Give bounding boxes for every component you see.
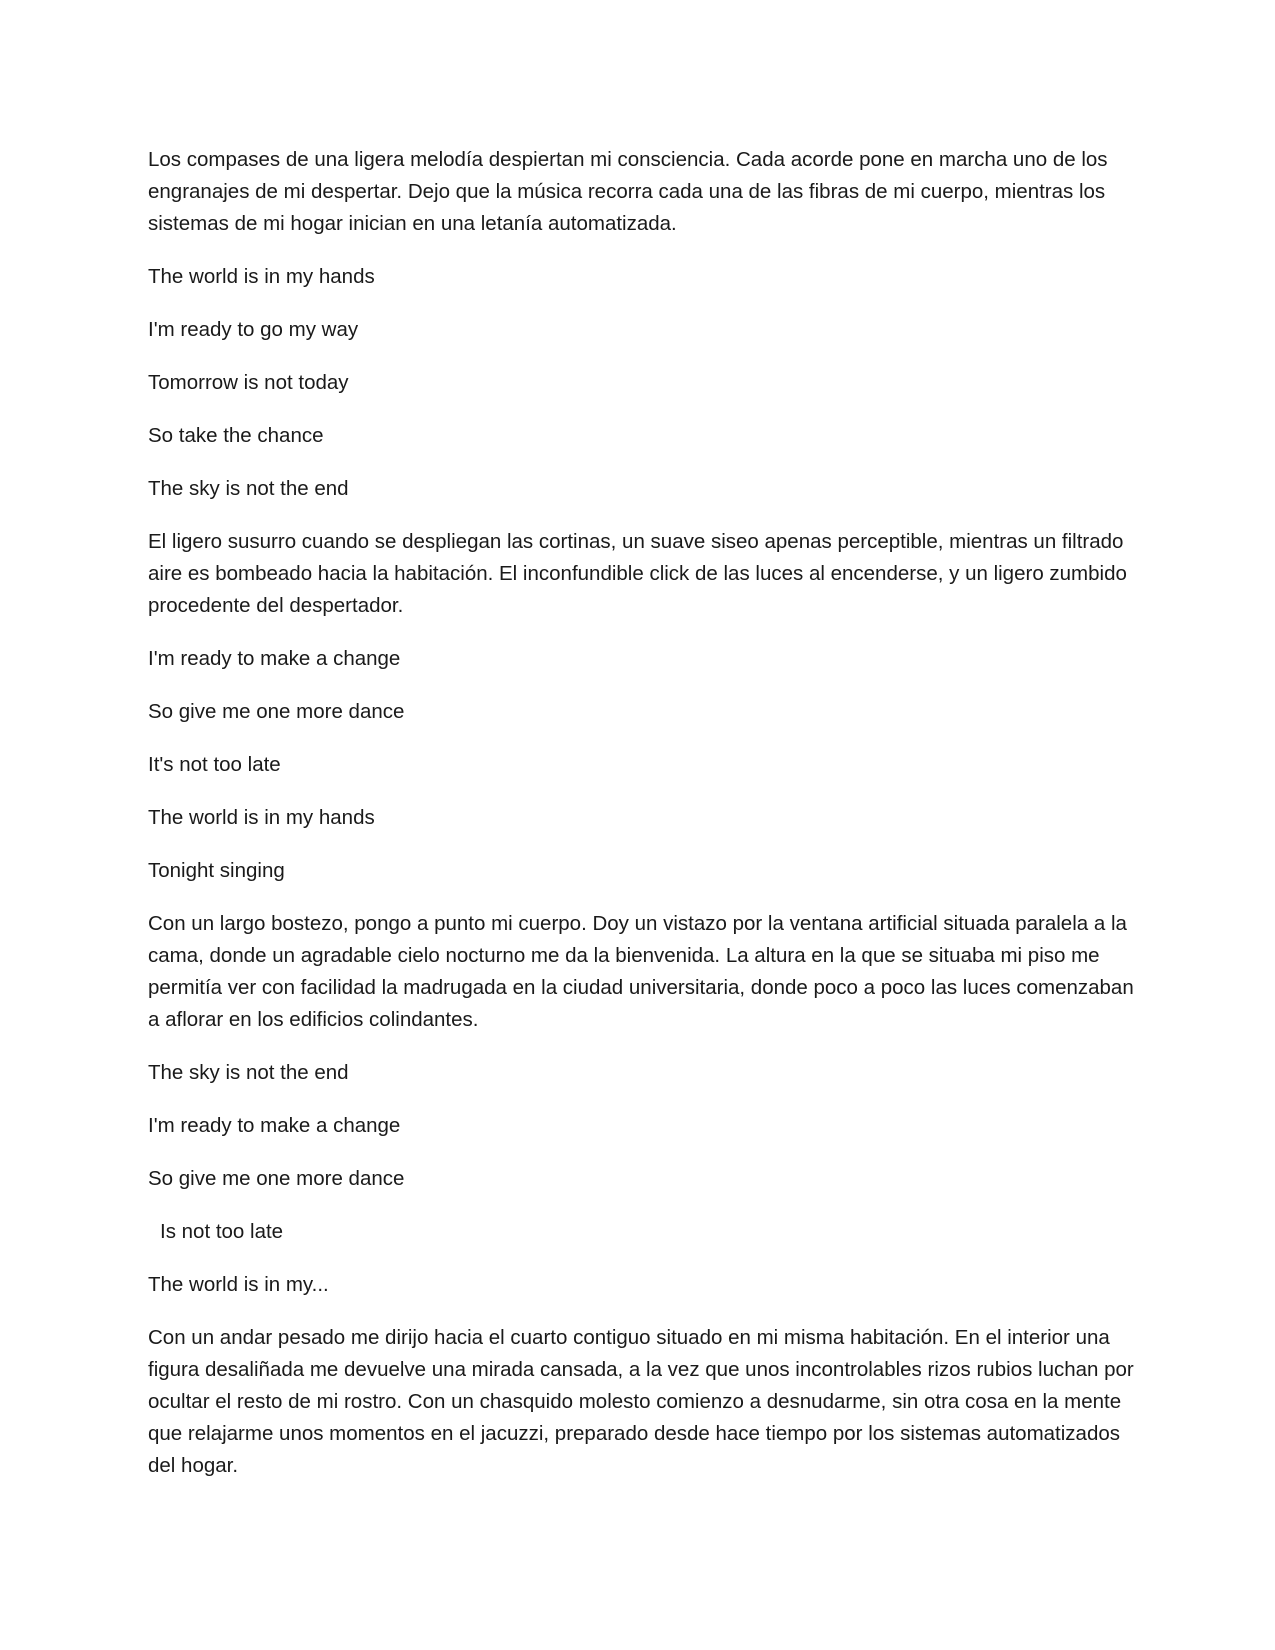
lyric-line: Is not too late (160, 1220, 284, 1243)
lyric-line: The sky is not the end (148, 477, 349, 500)
paragraph-curtains: El ligero susurro cuando se despliegan las cortinas, un suave siseo apenas perceptible, mientras un filtrado aire es bombeado hacia la habitación. El inconfundible click de las luces al encenderse, y un ligero zumbido procedente del despertador. (148, 530, 1127, 617)
paragraph-bathroom: Con un andar pesado me dirijo hacia el cuarto contiguo situado en mi misma habitación. En el interior una figura desaliñada me devuelve una mirada cansada, a la vez que unos incontrolables rizos rubios luchan por ocultar el resto de mi rostro. Con un chasquido molesto comienzo a desnudarme, sin otra cosa en la mente que relajarme unos momentos en el jacuzzi, preparado desde hace tiempo por los sistemas automatizados del hogar. (148, 1326, 1134, 1477)
lyric-line: I'm ready to make a change (148, 1114, 401, 1137)
lyric-line: The world is in my... (148, 1273, 329, 1296)
lyric-line: So take the chance (148, 424, 324, 447)
document-page (148, 144, 1138, 1503)
paragraph-window: Con un largo bostezo, pongo a punto mi cuerpo. Doy un vistazo por la ventana artificial situada paralela a la cama, donde un agradable cielo nocturno me da la bienvenida. La altura en la que se situaba mi piso me permitía ver con facilidad la madrugada en la ciudad universitaria, donde poco a poco las luces comenzaban a aflorar en los edificios colindantes. (148, 912, 1134, 1031)
lyric-line: I'm ready to make a change (148, 647, 401, 670)
paragraph-intro: Los compases de una ligera melodía despiertan mi consciencia. Cada acorde pone en marcha uno de los engranajes de mi despertar. Dejo que la música recorra cada una de las fibras de mi cuerpo, mientras los sistemas de mi hogar inician en una letanía automatizada. (148, 148, 1108, 235)
lyric-line: The world is in my hands (148, 806, 375, 829)
lyric-line: I'm ready to go my way (148, 318, 359, 341)
lyric-line: So give me one more dance (148, 1167, 405, 1190)
lyric-line: Tonight singing (148, 859, 285, 882)
lyric-line: So give me one more dance (148, 700, 405, 723)
lyric-line: The sky is not the end (148, 1061, 349, 1084)
lyric-line: The world is in my hands (148, 265, 375, 288)
lyric-line: It's not too late (148, 753, 281, 776)
lyric-line: Tomorrow is not today (148, 371, 349, 394)
